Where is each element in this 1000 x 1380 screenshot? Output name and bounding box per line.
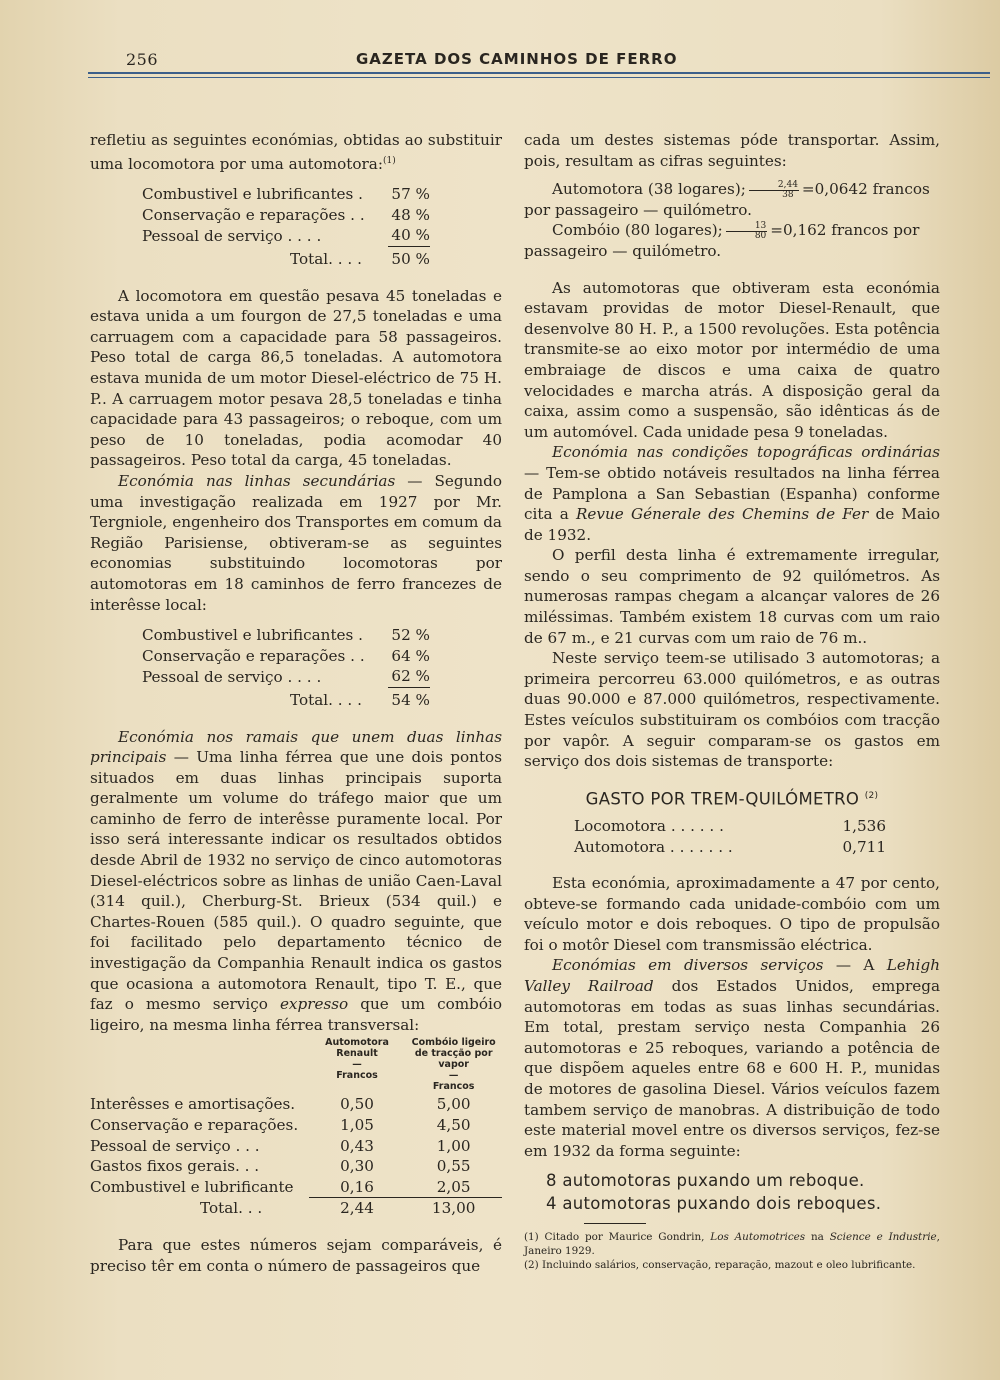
table-total-row bbox=[90, 247, 430, 270]
row-label: Pessoal de serviço . . . . bbox=[142, 667, 322, 686]
header-rule-thin bbox=[88, 77, 990, 78]
steam-train-cost: 5,00 bbox=[436, 1095, 471, 1114]
row-label: Combustivel e lubrificante bbox=[90, 1178, 294, 1197]
steam-train-cost: 2,05 bbox=[405, 1177, 502, 1198]
savings-table-1 bbox=[90, 184, 430, 269]
row-value: 62 % bbox=[388, 666, 430, 687]
row-label: Total. . . bbox=[200, 1199, 263, 1218]
column-header: Combóio ligeiro de tracção por vapor — Francos bbox=[411, 1037, 496, 1093]
paragraph: Esta económia, aproximadamente a 47 por cento, obteve-se formando cada unidade-combóio com um veículo motor e dois reboques. O tipo de propulsão foi o motôr Diesel com transmissão eléctrica. bbox=[524, 874, 940, 954]
automotora-cost: 0,50 bbox=[340, 1095, 374, 1114]
row-label: Gastos fixos gerais. . . bbox=[90, 1157, 260, 1176]
row-value: 64 % bbox=[391, 646, 430, 665]
row-label: Interêsses e amortisações. bbox=[90, 1095, 296, 1114]
table-row bbox=[90, 1177, 502, 1198]
table-row bbox=[90, 184, 430, 205]
journal-title: GAZETA DOS CAMINHOS DE FERRO bbox=[356, 50, 678, 68]
automotora-cost: 0,16 bbox=[309, 1177, 406, 1198]
paragraph: As automotoras que obtiveram esta económia estavam providas de motor Diesel-Renault, que desenvolve 80 H. P., a 1500 revoluções. Esta potência transmite-se ao eixo motor por intermédio de uma embraiage de discos e uma caixa de quatro velocidades e marcha atrás. A disposição geral da caixa, assim como a suspensão, são idênticas ás de um automóvel. Cada unidade pesa 9 toneladas. bbox=[524, 278, 940, 441]
paragraph: Neste serviço teem-se utilisado 3 automotoras; a primeira percorreu 63.000 quilómetros, e as outras duas 90.000 e 87.000 quilómetros, respectivamente. Estes veículos substituiram os combóios com tracção por vapôr. A seguir comparam-se os gastos em serviço dos dois sistemas de transporte: bbox=[524, 649, 940, 771]
table-row bbox=[90, 1136, 502, 1157]
table-row bbox=[574, 816, 886, 837]
header-rule bbox=[88, 72, 990, 74]
table-row bbox=[90, 646, 430, 667]
row-label: Pessoal de serviço . . . bbox=[90, 1136, 260, 1155]
row-label: Conservação e reparações . . bbox=[142, 646, 365, 665]
table-row bbox=[90, 225, 430, 246]
distribution-line: 4 automotoras puxando dois reboques. bbox=[546, 1194, 882, 1214]
paragraph: cada um destes sistemas póde transportar. Assim, pois, resultam as cifras seguintes: bbox=[524, 131, 940, 170]
row-value: 50 % bbox=[391, 250, 430, 269]
row-label: Automotora . . . . . . . bbox=[574, 837, 733, 856]
formula-automotora: Automotora (38 logares); $\frac{2,44}{38}$ =0,0642 francos bbox=[552, 179, 930, 200]
row-value: 1,536 bbox=[842, 816, 886, 835]
distribution-line: 8 automotoras puxando um reboque. bbox=[546, 1171, 865, 1191]
table-row bbox=[90, 1094, 502, 1115]
footnote-2: (2) Incluindo salários, conservação, reparação, mazout e oleo lubrificante. bbox=[524, 1259, 916, 1272]
savings-table-2 bbox=[90, 625, 430, 710]
paragraph: Económia nos ramais que unem duas linhas principais — Uma linha férrea que une dois pontos situados em duas linhas principais suporta geralmente um volume do tráfego maior que um caminho de ferro de interêsse puramente local. Por isso será interessante indicar os resultados obtidos desde Abril de 1932 no serviço de cinco automotoras Diesel-eléctricos sobre as linhas de união Caen-Laval (314 quil.), Cherburg-St. Brieux (534 quil.) e Chartes-Rouen (585 quil.). O quadro seguinte, que foi facilitado pelo departamento técnico de investigação da Companhia Renault indica os gastos que ocasiona a automotora Renault, tipo T. E., que faz o mesmo serviço expresso que um combóio ligeiro, na mesma linha férrea transversal: bbox=[90, 727, 502, 1034]
automotora-cost: 0,30 bbox=[340, 1157, 374, 1176]
footnote-ref: (1) bbox=[382, 155, 396, 166]
row-value: 40 % bbox=[388, 225, 430, 246]
paragraph: Para que estes números sejam comparáveis, é preciso têr em conta o número de passageiros que bbox=[90, 1235, 502, 1275]
footnote-rule bbox=[584, 1223, 646, 1224]
formula-line: por passageiro — quilómetro. bbox=[524, 200, 753, 219]
section-heading: Económias em diversos serviços bbox=[552, 956, 824, 975]
row-value: 48 % bbox=[391, 205, 430, 224]
automotora-total: 2,44 bbox=[340, 1199, 374, 1218]
row-label: Conservação e reparações. bbox=[90, 1116, 299, 1134]
row-label: Combustivel e lubrificantes . bbox=[142, 185, 363, 204]
row-value: 0,711 bbox=[842, 837, 886, 856]
table-heading: GASTO POR TREM-QUILÓMETRO $^{(2)}$ bbox=[585, 789, 879, 809]
row-value: 54 % bbox=[391, 690, 430, 709]
row-label: Total. . . . bbox=[290, 249, 362, 268]
paragraph: Económia nas condições topográficas ordinárias — Tem-se obtido notáveis resultados na linha férrea de Pamplona a San Sebastian (Espanha) conforme cita a Revue Génerale des Chemins de Fer de Maio de 1932. bbox=[524, 443, 940, 544]
footnote-1: (1) Citado por Maurice Gondrin, Los Automotrices na Science e Industrie, Janeiro 1929. bbox=[524, 1231, 940, 1258]
page-header bbox=[88, 50, 988, 72]
table-row bbox=[90, 1115, 502, 1136]
right-column bbox=[524, 130, 940, 1272]
column-header: Automotora Renault — Francos bbox=[325, 1037, 389, 1082]
left-column bbox=[90, 130, 502, 1276]
row-value: 52 % bbox=[391, 626, 430, 645]
steam-train-cost: 0,55 bbox=[436, 1157, 471, 1176]
steam-train-cost: 1,00 bbox=[436, 1136, 471, 1155]
steam-train-total: 13,00 bbox=[431, 1199, 476, 1218]
row-label: Combustivel e lubrificantes . bbox=[142, 626, 363, 645]
section-heading: Económia nos ramais que unem duas linhas principais bbox=[90, 727, 502, 767]
row-label: Pessoal de serviço . . . . bbox=[142, 226, 322, 245]
automotora-cost: 1,05 bbox=[340, 1116, 374, 1134]
row-label: Locomotora . . . . . . bbox=[574, 816, 724, 835]
row-value: 57 % bbox=[391, 185, 430, 204]
row-label: Conservação e reparações . . bbox=[142, 205, 365, 224]
cost-comparison-table bbox=[90, 1037, 502, 1219]
paragraph: O perfil desta linha é extremamente irregular, sendo o seu comprimento de 92 quilómetros. As numerosas rampas chegam a alcançar valores de 26 miléssimas. Também existem 18 curvas com um raio de 67 m., e 21 curvas com um raio de 76 m.. bbox=[524, 546, 940, 647]
table-row bbox=[90, 205, 430, 226]
paragraph: refletiu as seguintes económias, obtidas ao substituir uma locomotora por uma automotora:$^{(1)}$ bbox=[90, 131, 502, 173]
table-row bbox=[90, 1156, 502, 1177]
paragraph: Económias em diversos serviços — A Lehigh Valley Railroad dos Estados Unidos, emprega automotoras em todas as suas linhas secundárias. Em total, prestam serviço nesta Companhia 26 automotoras e 25 reboques, variando a potência de que dispõem aqueles entre 68 e 600 H. P., munidas de motores de gasolina Diesel. Vários veículos fazem tambem serviço de manobras. A distribuição de todo este material movel entre os diversos serviços, fez-se em 1932 da forma seguinte: bbox=[524, 956, 940, 1160]
paragraph: Económia nas linhas secundárias — Segundo uma investigação realizada em 1927 por Mr. Tergniole, engenheiro dos Transportes em comum da Região Parisiense, obtiveram-se as seguintes economias substituindo locomotoras por automotoras em 18 caminhos de ferro francezes de interêsse local: bbox=[90, 471, 503, 614]
cost-per-km-table bbox=[574, 816, 886, 857]
table-row bbox=[90, 625, 430, 646]
table-row bbox=[574, 837, 886, 858]
steam-train-cost: 4,50 bbox=[436, 1116, 471, 1134]
table-total-row bbox=[90, 1198, 502, 1219]
section-heading: Económia nas linhas secundárias bbox=[118, 471, 396, 490]
formula-comboio: Combóio (80 logares); $\frac{13}{80}$ =0,162 francos por bbox=[552, 220, 920, 241]
paragraph: A locomotora em questão pesava 45 toneladas e estava unida a um fourgon de 27,5 toneladas e uma carruagem com a capacidade para 58 passageiros. Peso total de carga 86,5 toneladas. A automotora estava munida de um motor Diesel-eléctrico de 75 H. P.. A carruagem motor pesava 28,5 toneladas e tinha capacidade para 43 passageiros; o reboque, com um peso de 10 toneladas, podia acomodar 40 passageiros. Peso total da carga, 45 toneladas. bbox=[90, 286, 502, 470]
page-number: 256 bbox=[126, 50, 159, 69]
table-row bbox=[90, 666, 430, 687]
section-heading: Económia nas condições topográficas ordinárias bbox=[552, 443, 940, 462]
row-label: Total. . . . bbox=[290, 690, 362, 709]
automotora-cost: 0,43 bbox=[340, 1136, 374, 1155]
formula-line: passageiro — quilómetro. bbox=[524, 241, 722, 260]
table-total-row bbox=[90, 687, 430, 710]
